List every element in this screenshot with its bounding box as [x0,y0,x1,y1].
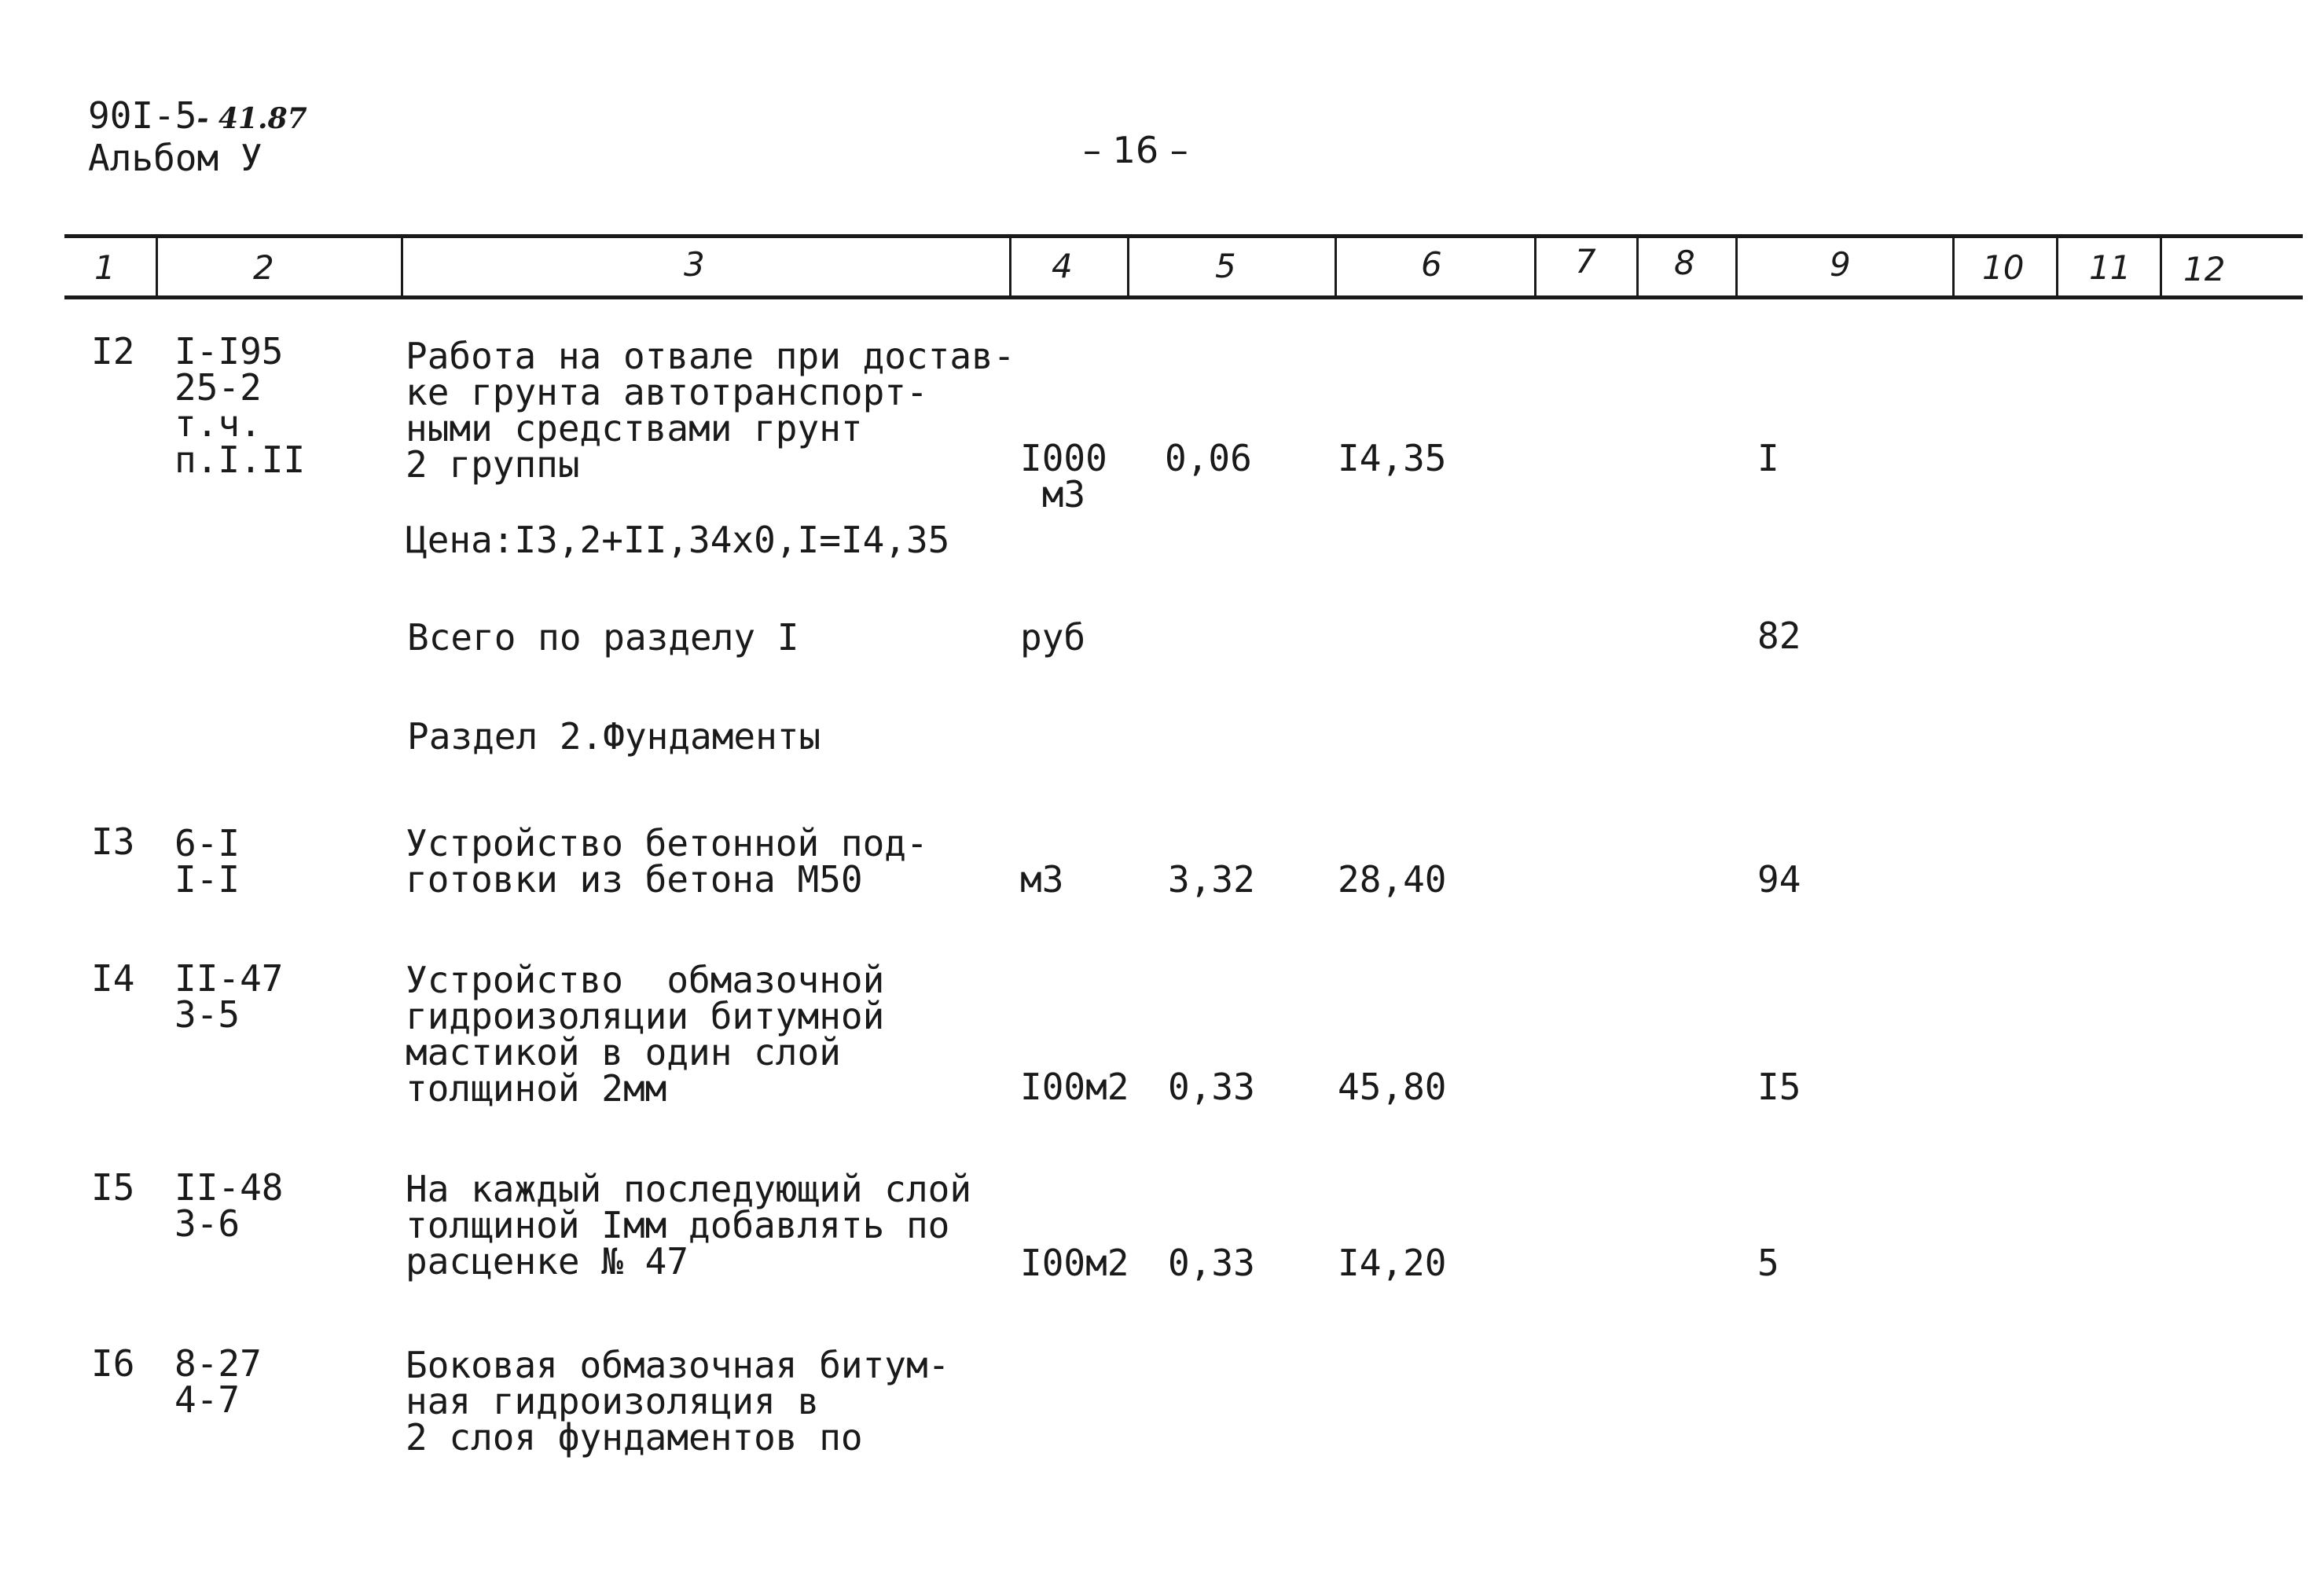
unit: м3 [1020,858,1064,901]
row-number: I5 [91,1166,135,1209]
page-number: – 16 – [1083,129,1188,171]
price-calculation-note: Цена:I3,2+II,34х0,I=I4,35 [406,519,950,561]
total-cost: I5 [1757,1066,1801,1108]
column-header-4: 4 [1052,247,1073,285]
rate-code: II-47 3-5 [174,957,284,1036]
quantity: 3,32 [1168,858,1255,901]
column-divider [1636,236,1639,297]
unit: I000 м3 [1020,437,1107,516]
column-divider [1952,236,1955,297]
column-header-12: 12 [2183,250,2226,288]
row-number: I3 [91,820,135,863]
rate-code: 8-27 4-7 [174,1342,262,1421]
unit: I00м2 [1020,1066,1129,1108]
unit-price: I4,35 [1338,437,1447,479]
rate-code: I-I95 25-2 т.ч. п.I.II [174,330,306,481]
column-divider [401,236,403,297]
column-divider [1735,236,1738,297]
unit-price: I4,20 [1338,1242,1447,1284]
column-header-5: 5 [1215,247,1236,285]
total-cost: 94 [1757,858,1801,901]
column-header-10: 10 [1982,248,2025,287]
work-description: На каждый последующий слой толщиной Iмм добавлять по расценке № 47 [406,1168,972,1283]
unit-price: 28,40 [1338,858,1447,901]
rate-code: 6-I I-I [174,822,240,901]
column-header-2: 2 [253,248,274,287]
column-divider [2160,236,2162,297]
column-divider [1009,236,1011,297]
total-cost: I [1757,437,1779,479]
column-header-7: 7 [1575,242,1596,281]
column-header-9: 9 [1830,245,1851,284]
column-divider [1127,236,1129,297]
row-number: I6 [91,1342,135,1385]
section-total-label: Всего по разделу I [407,616,799,659]
quantity: 0,06 [1165,437,1252,479]
column-header-6: 6 [1421,245,1442,284]
total-cost: 5 [1757,1242,1779,1284]
unit: I00м2 [1020,1242,1129,1284]
row-number: I2 [91,330,135,372]
work-description: Боковая обмазочная битум- ная гидроизоляция в 2 слоя фундаментов по [406,1344,950,1459]
work-description: Устройство бетонной под- готовки из бетона М50 [406,822,928,901]
quantity: 0,33 [1168,1066,1255,1108]
row-number: I4 [91,957,135,1000]
work-description: Работа на отвале при достав- ке грунта автотранспорт- ными средствами грунт 2 группы [406,335,1015,486]
column-divider [1335,236,1337,297]
column-header-3: 3 [684,245,705,284]
unit-price: 45,80 [1338,1066,1447,1108]
column-divider [2056,236,2058,297]
handwritten-code-suffix: - 41.87 [196,102,307,135]
section-heading: Раздел 2.Фундаменты [407,715,821,758]
document-code: 90I-5- 41.87 [88,94,307,137]
column-divider [1534,236,1536,297]
album-label: Альбом У [88,137,263,179]
section-total-unit: руб [1020,616,1086,659]
column-divider [156,236,158,297]
column-header-11: 11 [2089,248,2131,287]
column-header-8: 8 [1674,244,1695,282]
rate-code: II-48 3-6 [174,1166,284,1245]
section-total-value: 82 [1757,615,1801,657]
quantity: 0,33 [1168,1242,1255,1284]
work-description: Устройство обмазочной гидроизоляции битумной мастикой в один слой толщиной 2мм [406,959,885,1110]
column-header-1: 1 [94,248,116,287]
